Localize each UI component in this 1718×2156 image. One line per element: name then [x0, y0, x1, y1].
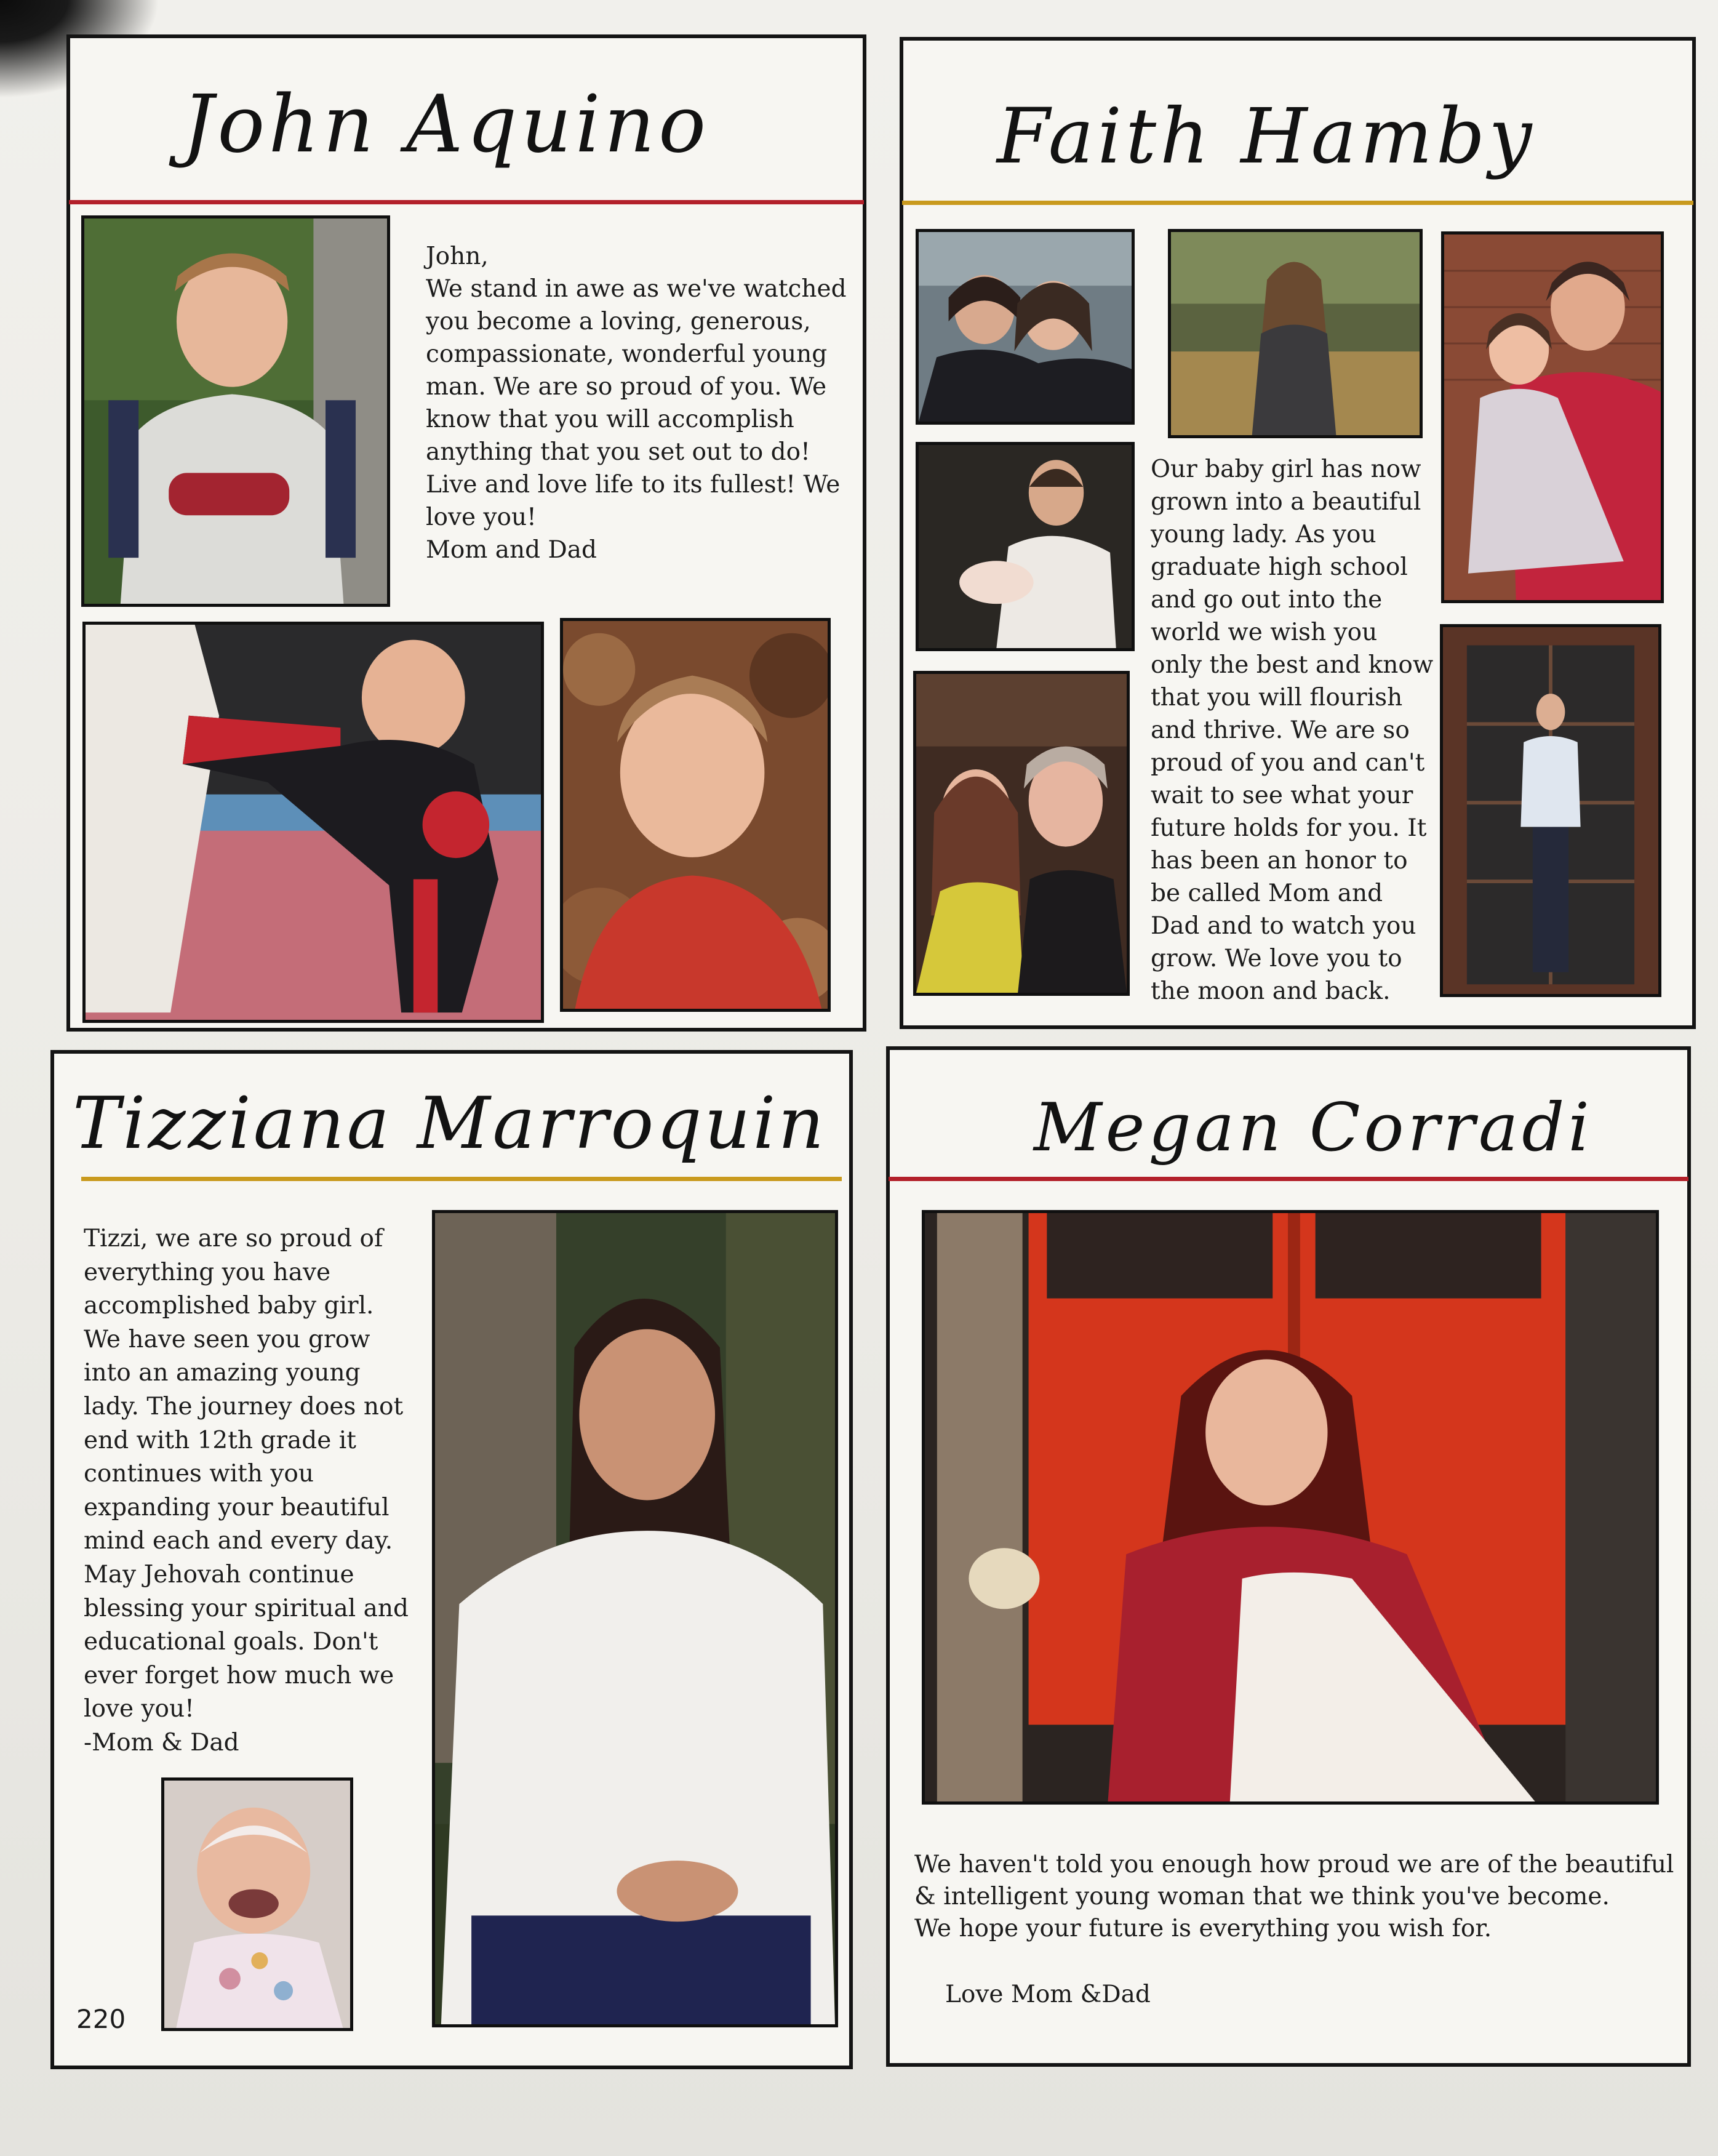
megan-photo-red-door [922, 1210, 1659, 1805]
faith-photo-baby [916, 442, 1135, 651]
megan-title-rule [889, 1177, 1688, 1181]
john-parents-message: John, We stand in awe as we've watched you become a loving, generous, compassionate, wonderful young man. We are so proud of you. We know that you will accomplish anything that you set out to do! Live and love life to its fullest! We love you! Mom and Dad [426, 242, 847, 564]
page-number: 220 [76, 2004, 126, 2034]
tizziana-marroquin-title: Tizziana Marroquin [73, 1082, 827, 1165]
faith-hamby-title: Faith Hamby [997, 92, 1536, 181]
megan-parents-message: We haven't told you enough how proud we are of the beautiful & intelligent young woman that we think you've become. We hope your future is everything you wish for. [914, 1851, 1674, 1942]
tizziana-title-rule [81, 1177, 842, 1181]
faith-title-rule [902, 201, 1693, 205]
faith-photo-field [1168, 229, 1423, 438]
faith-photo-child-grandmother [1441, 231, 1664, 603]
john-title-rule [69, 200, 864, 204]
faith-photo-mother-daughter [916, 229, 1135, 425]
megan-parents-signoff: Love Mom &Dad [945, 1981, 1151, 2008]
tizziana-photo-baby [161, 1777, 353, 2031]
faith-parents-message: Our baby girl has now grown into a beautiful young lady. As you graduate high school and go out into the world we wish you only the best and know that you will flourish and thrive. We are so proud of you and can't wait to see what your future holds for you. It has been an honor to be called Mom and Dad and to watch you grow. We love you to the moon and back. [1151, 455, 1434, 1005]
john-aquino-title: John Aquino [182, 79, 710, 170]
faith-photo-grandmother [913, 671, 1130, 996]
megan-corradi-title: Megan Corradi [1034, 1089, 1593, 1166]
john-photo-martial-arts [82, 622, 544, 1023]
john-photo-school-boy [81, 215, 390, 607]
tizziana-photo-portrait [432, 1210, 838, 2027]
faith-photo-window [1440, 624, 1661, 997]
tizziana-parents-message: Tizzi, we are so proud of everything you have accomplished baby girl. We have seen you grow into an amazing young lady. The journey does not end with 12th grade it continues with you expanding your beautiful mind each and every day. May Jehovah continue blessing your spiritual and educational goals. Don't ever forget how much we love you! -Mom & Dad [84, 1225, 409, 1757]
john-photo-leaves [560, 618, 831, 1012]
